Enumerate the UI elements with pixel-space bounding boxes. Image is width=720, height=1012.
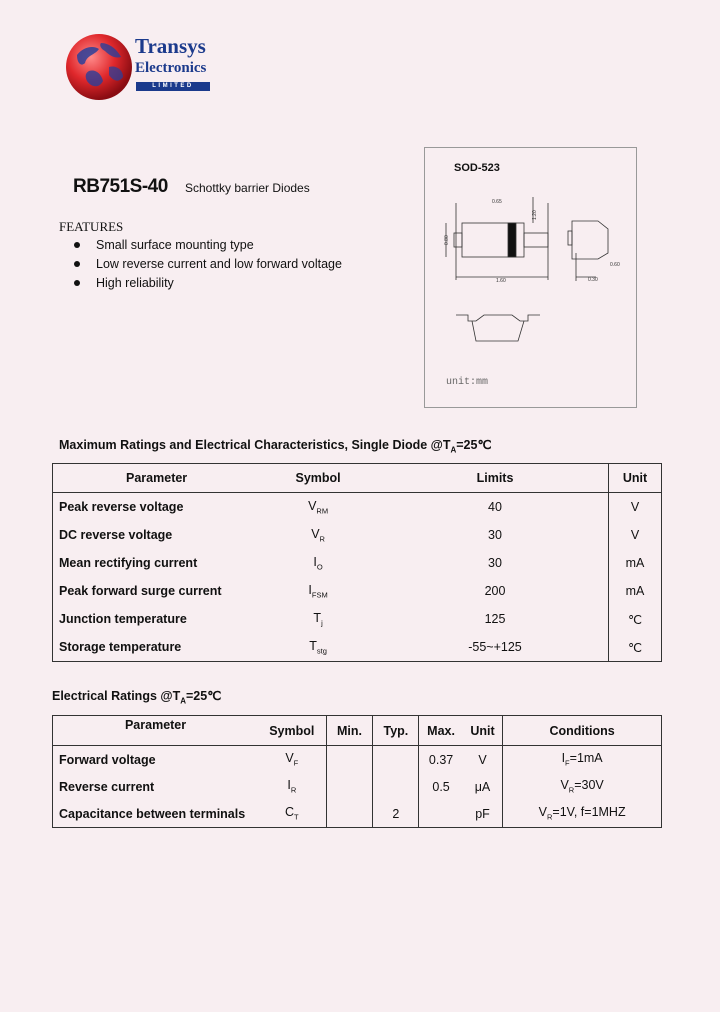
table-row: Mean rectifying current $I_O$ 30 mA <box>53 549 662 577</box>
table-row: Reverse current $I_R$ 0.5 μA $V_R=30V$ <box>53 773 662 800</box>
table-header-row <box>53 716 662 746</box>
package-title: SOD-523 <box>454 162 500 174</box>
dim-label: 0.60 <box>610 262 620 268</box>
col-header: Unit <box>463 716 503 746</box>
brand-subtitle: Electronics <box>135 60 207 76</box>
feature-item: High reliability <box>73 274 342 293</box>
part-description: Schottky barrier Diodes <box>185 181 310 195</box>
feature-item: Low reverse current and low forward voltage <box>73 255 342 274</box>
elec-ratings-table <box>52 715 662 828</box>
col-header: Conditions <box>503 716 662 746</box>
brand-name: Transys <box>135 34 206 58</box>
feature-item: Small surface mounting type <box>73 236 342 255</box>
col-header: Limits <box>382 464 609 493</box>
table-row: Capacitance between terminals $C_T$ 2 pF $V_R=1V$, f=1MHZ <box>53 800 662 828</box>
table-row: DC reverse voltage $V_R$ 30 V <box>53 521 662 549</box>
col-header: Parameter <box>53 716 259 746</box>
col-header: Parameter <box>53 464 255 493</box>
unit-label: unit:mm <box>446 377 489 388</box>
table-header-row <box>53 464 662 493</box>
features-title: FEATURES <box>59 219 124 234</box>
table-row: Forward voltage $V_F$ 0.37 V $I_F=1mA$ <box>53 746 662 774</box>
max-ratings-title: Maximum Ratings and Electrical Characteristics, Single Diode $@T_A=25℃$ <box>59 438 492 455</box>
features-list <box>73 236 342 293</box>
max-ratings-table <box>52 463 662 662</box>
table-row: Storage temperature $T_{stg}$ -55~+125 ℃ <box>53 633 662 662</box>
col-header: Typ. <box>373 716 419 746</box>
brand-tag: LIMITED <box>136 82 210 91</box>
table-row: Peak reverse voltage $V_{RM}$ 40 V <box>53 493 662 522</box>
bullet-icon <box>74 242 80 248</box>
dim-label: 0.30 <box>588 277 598 283</box>
col-header: Symbol <box>254 464 382 493</box>
part-number: RB751S-40 <box>73 176 168 197</box>
col-header: Min. <box>326 716 373 746</box>
col-header: Max. <box>419 716 463 746</box>
bullet-icon <box>74 261 80 267</box>
dim-label: 1.60 <box>496 278 506 284</box>
elec-ratings-title: Electrical Ratings $@T_A=25℃$ <box>52 689 222 706</box>
bullet-icon <box>74 280 80 286</box>
globe-logo-icon <box>65 33 133 101</box>
dim-label: 0.65 <box>492 199 502 205</box>
table-row: Junction temperature $T_j$ 125 ℃ <box>53 605 662 633</box>
dim-label: 1.20 <box>532 210 538 220</box>
col-header: Unit <box>609 464 662 493</box>
package-outline-drawing <box>436 185 626 355</box>
dim-label: 0.80 <box>444 235 450 245</box>
table-row: Peak forward surge current $I_{FSM}$ 200 mA <box>53 577 662 605</box>
col-header: Symbol <box>258 716 326 746</box>
